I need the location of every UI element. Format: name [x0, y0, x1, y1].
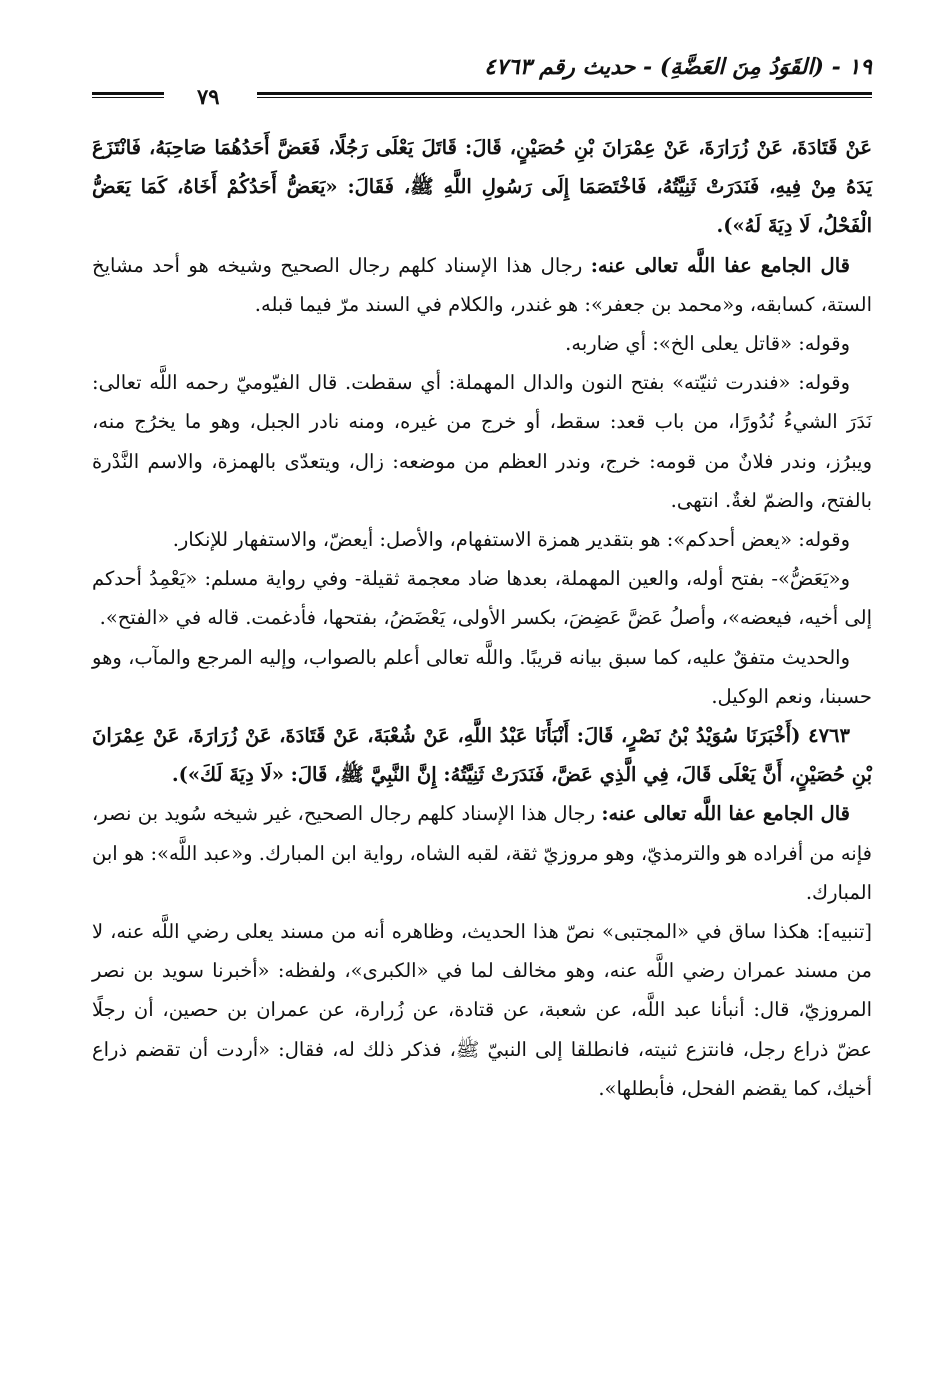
- page-header: [92, 50, 872, 112]
- commentary-paragraph: [92, 794, 872, 912]
- hadith-continuation: عَنْ قَتَادَةَ، عَنْ زُرَارَةَ، عَنْ عِمْرَانَ بْنِ حُصَيْنٍ، قَالَ: قَاتَلَ يَعْلَى رَجُلًا، فَعَضَّ أَحَدُهُمَا صَاحِبَهُ، فَانْتَزَعَ يَدَهُ مِنْ فِيهِ، فَنَدَرَتْ ثَنِيَّتُهُ، فَاخْتَصَمَا إِلَى رَسُولِ اللَّهِ ﷺ، فَقَالَ: «يَعَضُّ أَحَدُكُمْ أَخَاهُ، كَمَا يَعَضُّ الْفَحْلُ، لَا دِيَةَ لَهُ»).: [92, 136, 872, 238]
- header-rule-right-thin: [257, 97, 872, 98]
- document-page: [92, 50, 872, 1100]
- commentary-text: رجال هذا الإسناد كلهم رجال الصحيح وشيخه هو أحد مشايخ الستة، كسابقه، و«محمد بن جعفر»: هو غندر، والكلام في السند مرّ فيما قبله.: [92, 253, 872, 316]
- header-rule-right-thick: [257, 92, 872, 95]
- commentary-lead: قال الجامع عفا اللَّه تعالى عنه:: [590, 253, 850, 277]
- body-text: [92, 128, 872, 1108]
- running-title: ١٩ - (القَوَدُ مِنَ العَضَّةِ) - حديث رقم ٤٧٦٣: [484, 54, 872, 80]
- header-rule-left-thin: [92, 97, 164, 98]
- commentary-paragraph: [92, 246, 872, 324]
- paragraph: وقوله: «يعض أحدكم»: هو بتقدير همزة الاستفهام، والأصل: أيعضّ، والاستفهار للإنكار.: [172, 528, 850, 552]
- paragraph: و«يَعَضُّ»- بفتح أوله، والعين المهملة، بعدها ضاد معجمة ثقيلة- وفي رواية مسلم: «يَعْمِدُ أحدكم إلى أخيه، فيعضه»، وأصلُ عَضَّ عَضِضَ، بكسر الأولى، يَعْضَضُ، بفتحها، فأدغمت. قاله في «الفتح».: [92, 567, 872, 630]
- note-paragraph: [تنبيه]: هكذا ساق في «المجتبى» نصّ هذا الحديث، وظاهره أنه من مسند يعلى رضي اللَّه عنه، لا من مسند عمران رضي اللَّه عنه، وهو مخالف لما في «الكبرى»، ولفظه: «أخبرنا سويد بن نصر المروزيّ، قال: أنبأنا عبد اللَّه، عن شعبة، عن قتادة، عن زُرارة، عن عمران بن حصين، أن رجلًا عضّ ذراع رجل، فانتزع ثنيته، فانطلقا إلى النبيّ ﷺ، فذكر ذلك له، فقال: «أردت أن تقضم ذراع أخيك، كما يقضم الفحل، فأبطلها».: [92, 920, 872, 1100]
- paragraph: والحديث متفقٌ عليه، كما سبق بيانه قريبًا. واللَّه تعالى أعلم بالصواب، وإليه المرجع والمآب، وهو حسبنا، ونعم الوكيل.: [92, 645, 872, 708]
- page-number: ٧٩: [197, 84, 220, 109]
- hadith-4763: ٤٧٦٣ (أَخْبَرَنَا سُوَيْدُ بْنُ نَصْرٍ، قَالَ: أَنْبَأَنَا عَبْدُ اللَّهِ، عَنْ شُعْبَةَ، عَنْ قَتَادَةَ، عَنْ زُرَارَةَ، عَنْ عِمْرَانَ بْنِ حُصَيْنٍ، أَنَّ يَعْلَى قَالَ، فِي الَّذِي عَضَّ، فَنَدَرَتْ ثَنِيَّتُهُ: إِنَّ النَّبِيَّ ﷺ، قَالَ: «لَا دِيَةَ لَكَ»).: [92, 724, 872, 787]
- commentary-lead: قال الجامع عفا اللَّه تعالى عنه:: [601, 802, 850, 826]
- paragraph: وقوله: «قاتل يعلى الخ»: أي ضاربه.: [565, 332, 850, 356]
- header-rule-left-thick: [92, 92, 164, 95]
- commentary-text: رجال هذا الإسناد كلهم رجال الصحيح، غير شيخه سُويد بن نصر، فإنه من أفراده هو والترمذيّ، وهو مروزيّ ثقة، لقبه الشاه، رواية ابن المبارك. و«عبد اللَّه»: هو ابن المبارك.: [92, 802, 872, 904]
- paragraph: وقوله: «فندرت ثنيّته» بفتح النون والدال المهملة: أي سقطت. قال الفيّوميّ رحمه اللَّه تعالى: نَدَرَ الشيءُ نُدُورًا، من باب قعد: سقط، أو خرج من غيره، ومنه نادر الجبل، وهو ما يخرُج منه، ويبرُز، وندر فلانٌ من قومه: خرج، وندر العظم من موضعه: زال، ويتعدّى بالهمزة، والاسم النَّدْرة بالفتح، والضمّ لغةٌ. انتهى.: [92, 371, 872, 512]
